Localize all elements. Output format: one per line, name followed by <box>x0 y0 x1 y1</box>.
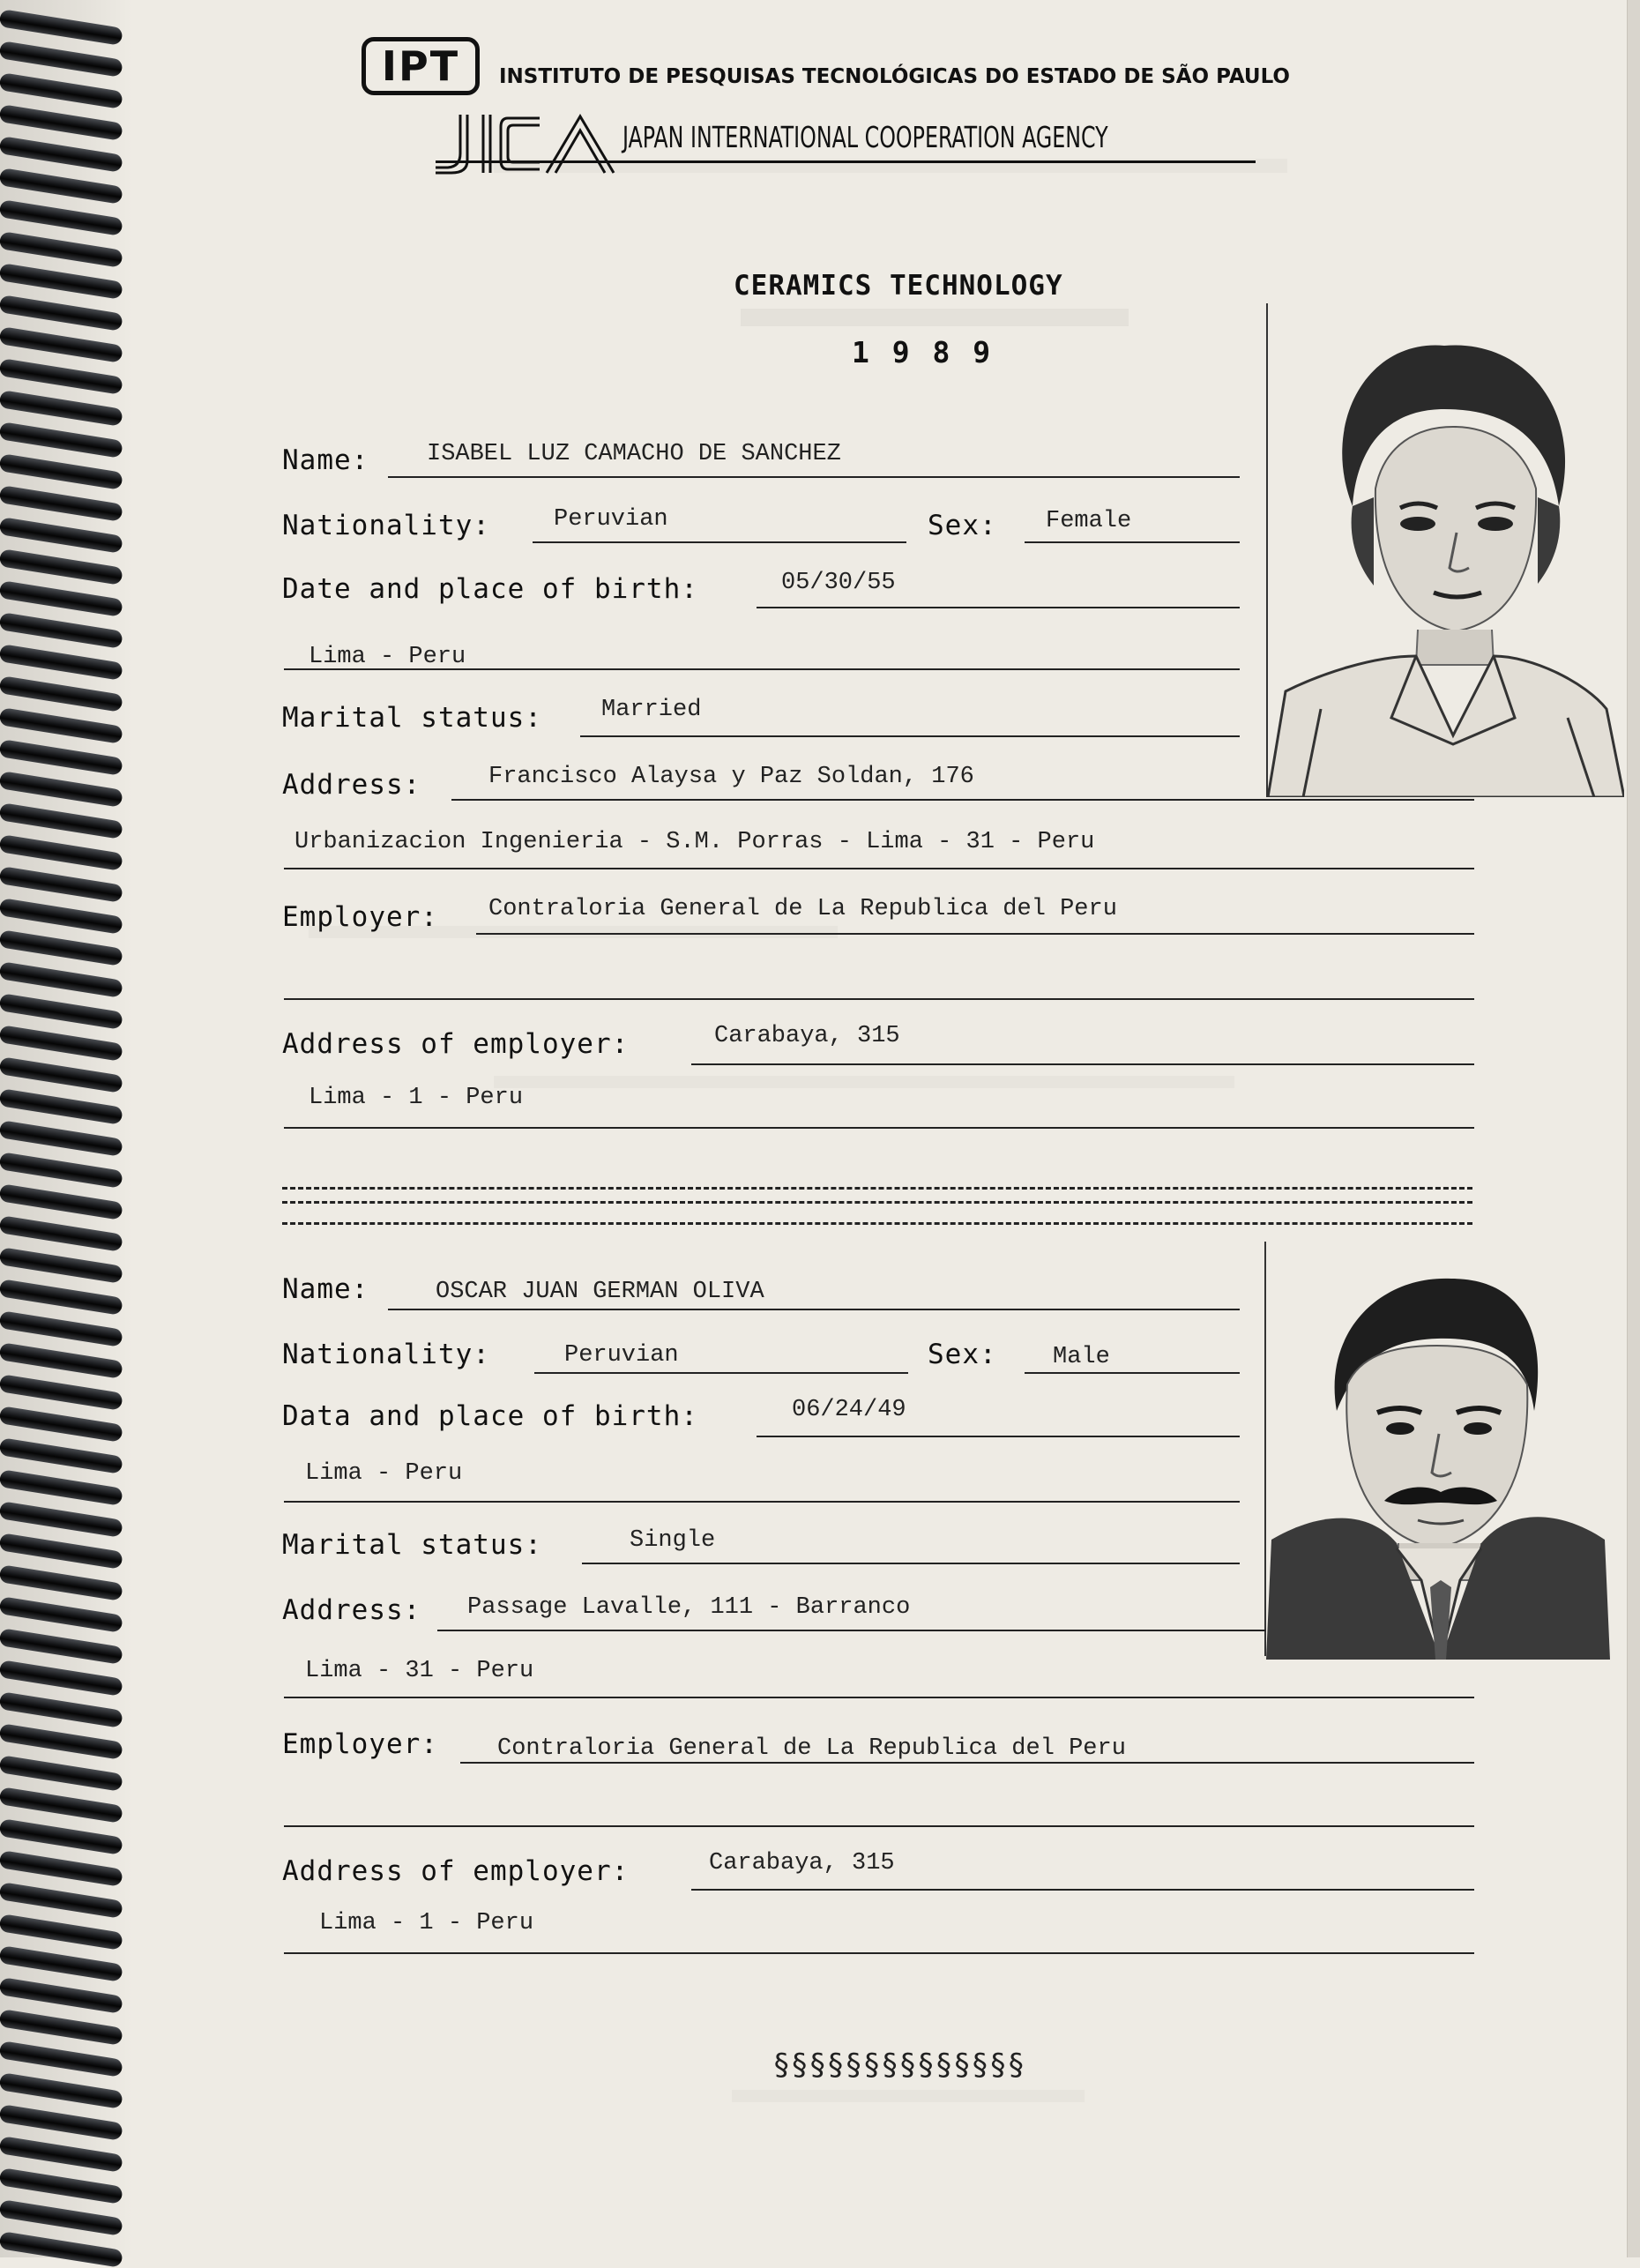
p2-address-label: Address: <box>282 1594 421 1626</box>
p2-employer-label: Employer: <box>282 1728 438 1760</box>
p1-birth-place-line <box>284 668 1240 670</box>
p1-sex-label: Sex: <box>928 510 997 541</box>
p2-marital-label: Marital status: <box>282 1529 542 1561</box>
p1-address2-line <box>284 868 1474 869</box>
p1-address-line1: Francisco Alaysa y Paz Soldan, 176 <box>488 764 974 790</box>
p1-employer-address-line <box>691 1063 1474 1065</box>
ipt-name: INSTITUTO DE PESQUISAS TECNOLÓGICAS DO ESTADO DE SÃO PAULO <box>499 65 1290 88</box>
p1-address-label: Address: <box>282 769 421 801</box>
p1-employer-address-label: Address of employer: <box>282 1028 630 1060</box>
jica-name: JAPAN INTERNATIONAL COOPERATION AGENCY <box>622 120 1108 154</box>
p1-employer2-line <box>284 998 1474 1000</box>
ipt-logo <box>362 37 480 95</box>
p2-birth-line <box>757 1436 1240 1437</box>
p2-birth-label: Data and place of birth: <box>282 1400 698 1432</box>
p2-birth-place-line <box>284 1501 1240 1503</box>
ipt-logo-text: IPT <box>381 42 460 90</box>
p2-name-label: Name: <box>282 1273 369 1305</box>
p1-marital-line <box>580 735 1240 737</box>
p2-employer-line <box>460 1762 1474 1764</box>
jica-logo-mark <box>434 109 615 175</box>
photo-person-2 <box>1266 1252 1610 1660</box>
p1-birth-line <box>757 607 1240 608</box>
jica-logo <box>434 109 615 175</box>
p1-sex-value: Female <box>1046 508 1132 534</box>
p2-name-line <box>388 1309 1240 1310</box>
p1-marital-value: Married <box>601 697 702 723</box>
p1-employer-line <box>476 933 1474 935</box>
p1-marital-label: Marital status: <box>282 702 542 734</box>
p1-employer-value: Contraloria General de La Republica del Peru <box>488 896 1117 922</box>
p2-nationality-label: Nationality: <box>282 1339 490 1370</box>
portrait-1-icon <box>1268 303 1624 797</box>
photo-person-1 <box>1268 303 1624 797</box>
p1-name-value: ISABEL LUZ CAMACHO DE SANCHEZ <box>427 441 841 467</box>
p2-employer-address2-line <box>284 1952 1474 1954</box>
p2-sex-value: Male <box>1053 1344 1110 1370</box>
page-year: 1 9 8 9 <box>852 335 994 369</box>
p1-name-line <box>388 476 1240 478</box>
p2-address-line <box>437 1630 1266 1631</box>
p1-birth-date: 05/30/55 <box>781 570 896 596</box>
footer-section-marks: §§§§§§§§§§§§§§ <box>772 2048 1025 2083</box>
p2-birth-date: 06/24/49 <box>792 1397 906 1423</box>
p2-birth-place: Lima - Peru <box>305 1460 463 1487</box>
separator-line-3 <box>282 1222 1472 1225</box>
p2-marital-value: Single <box>630 1527 716 1554</box>
p1-sex-line <box>1025 541 1240 543</box>
p2-address-line2: Lima - 31 - Peru <box>305 1658 534 1684</box>
p2-nationality-line <box>534 1372 908 1374</box>
p1-employer-address-line1: Carabaya, 315 <box>714 1023 900 1049</box>
p1-nationality-line <box>533 541 906 543</box>
separator-line-1 <box>282 1187 1472 1190</box>
p1-nationality-label: Nationality: <box>282 510 490 541</box>
p2-marital-line <box>582 1563 1240 1564</box>
p1-employer-address-line2: Lima - 1 - Peru <box>309 1085 524 1111</box>
p2-sex-label: Sex: <box>928 1339 997 1370</box>
p2-address-line1: Passage Lavalle, 111 - Barranco <box>467 1594 911 1621</box>
p1-birth-label: Date and place of birth: <box>282 573 698 605</box>
page-title: CERAMICS TECHNOLOGY <box>734 270 1063 302</box>
p1-address-line2: Urbanizacion Ingenieria - S.M. Porras - Lima - 31 - Peru <box>294 829 1095 855</box>
p1-birth-place: Lima - Peru <box>309 644 466 670</box>
p1-address-line <box>451 799 1474 801</box>
p2-address2-line <box>284 1697 1474 1698</box>
p1-employer-address2-line <box>284 1127 1474 1129</box>
p2-employer-address-line2: Lima - 1 - Peru <box>319 1910 534 1936</box>
header-underline <box>436 160 1256 163</box>
separator-line-2 <box>282 1201 1472 1204</box>
p1-name-label: Name: <box>282 444 369 476</box>
p2-employer-value: Contraloria General de La Republica del Peru <box>497 1735 1126 1762</box>
p2-name-value: OSCAR JUAN GERMAN OLIVA <box>436 1279 764 1305</box>
p2-employer-address-label: Address of employer: <box>282 1855 630 1887</box>
p2-nationality-value: Peruvian <box>564 1342 679 1369</box>
p2-employer2-line <box>284 1825 1474 1827</box>
p1-nationality-value: Peruvian <box>554 506 668 533</box>
p2-sex-line <box>1025 1372 1240 1374</box>
p1-employer-label: Employer: <box>282 901 438 933</box>
portrait-2-icon <box>1266 1252 1610 1660</box>
p2-employer-address-line1: Carabaya, 315 <box>709 1850 895 1876</box>
p2-employer-address-line <box>691 1889 1474 1891</box>
